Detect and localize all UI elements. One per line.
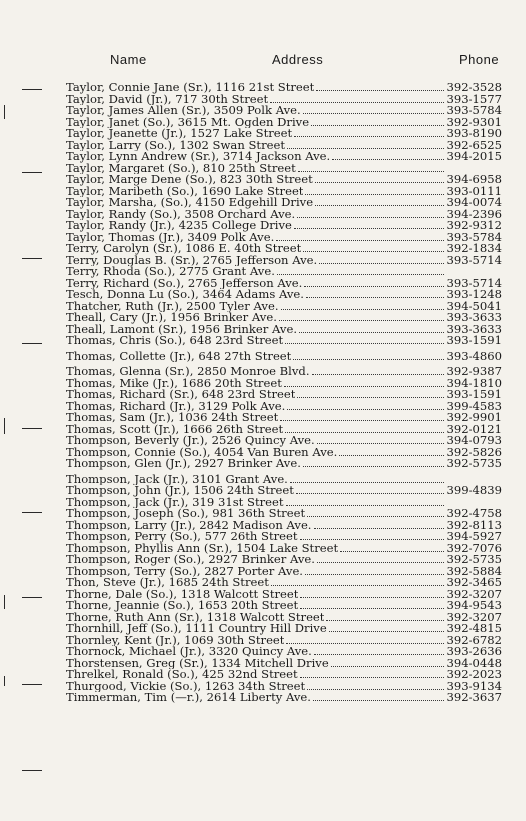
entry-name-address: Taylor, Randy (Jr.), 4235 College Drive: [66, 220, 292, 232]
margin-pencil-mark: [22, 684, 42, 685]
list-item: [66, 321, 502, 336]
entry-phone: 394-6958: [446, 172, 502, 186]
dot-leader: [297, 217, 444, 218]
entry-name-address: Taylor, David (Jr.), 717 30th Street: [66, 93, 269, 105]
list-item: [66, 474, 502, 486]
entry-phone: 392-3637: [446, 690, 502, 704]
margin-pencil-mark: [4, 105, 5, 119]
entry-phone: 394-0793: [446, 433, 502, 447]
entry-phone: 393-1248: [446, 287, 502, 301]
list-item: [66, 206, 502, 221]
dot-leader: [280, 420, 444, 421]
list-item: [66, 632, 502, 647]
list-item: [66, 444, 502, 459]
margin-pencil-mark: [22, 770, 42, 771]
list-item: [66, 485, 502, 497]
entry-phone: 393-2636: [446, 644, 502, 658]
dot-leader: [319, 263, 444, 264]
margin-pencil-mark: [22, 172, 42, 173]
entry-phone: 399-4583: [446, 398, 502, 413]
entry-phone: 392-5735: [446, 456, 502, 470]
list-item: [66, 275, 502, 290]
entry-name-address: Threlkel, Ronald (So.), 425 32nd Street: [66, 669, 298, 681]
entry-name-address: Thorne, Jeannie (So.), 1653 20th Street: [66, 600, 299, 612]
margin-pencil-mark: [22, 428, 42, 429]
margin-pencil-mark: [22, 597, 42, 598]
entry-name-address: Thompson, Larry (Jr.), 2842 Madison Ave.: [66, 519, 312, 531]
list-item: [66, 298, 502, 313]
dot-leader: [296, 493, 444, 494]
entry-phone: 392-3465: [446, 575, 502, 589]
margin-pencil-mark: [22, 512, 42, 513]
dot-leader: [279, 320, 444, 321]
entry-name-address: Taylor, Janet (So.), 3615 Mt. Ogden Drive: [66, 116, 310, 128]
entry-name-address: Thomas, Glenna (Sr.), 2850 Monroe Blvd.: [66, 366, 310, 378]
entry-name-address: Thon, Steve (Jr.), 1685 24th Street: [66, 577, 269, 589]
dot-leader: [290, 482, 444, 483]
entry-phone: 392-8113: [446, 517, 502, 532]
entry-phone: 393-1591: [446, 387, 502, 401]
entry-name-address: Thornock, Michael (Jr.), 3320 Quincy Ave.: [66, 646, 312, 658]
dot-leader: [300, 677, 444, 678]
entry-phone: 392-3528: [446, 80, 502, 94]
list-item: [66, 91, 502, 106]
entry-phone: 393-5714: [446, 275, 502, 290]
list-item: [66, 312, 502, 324]
list-item: [66, 669, 502, 681]
dot-leader: [331, 666, 444, 667]
entry-phone: 393-3633: [446, 321, 502, 336]
entry-name-address: Taylor, Larry (So.), 1302 Swan Street: [66, 139, 286, 151]
list-item: [66, 128, 502, 140]
margin-pencil-mark: [22, 89, 42, 90]
entry-name-address: Thatcher, Ruth (Jr.), 2500 Tyler Ave.: [66, 300, 279, 312]
dot-leader: [270, 102, 444, 103]
dot-leader: [300, 597, 444, 598]
entry-name-address: Taylor, Maribeth (So.), 1690 Lake Street: [66, 185, 304, 197]
entry-name-address: Tesch, Donna Lu (So.), 3464 Adams Ave.: [66, 289, 304, 301]
entry-name-address: Thomas, Richard (Jr.), 3129 Polk Ave.: [66, 400, 286, 412]
entry-name-address: Terry, Douglas B. (Sr.), 2765 Jefferson Ave.: [66, 254, 318, 266]
dot-leader: [281, 309, 444, 310]
dot-leader: [287, 409, 444, 410]
dot-leader: [297, 397, 444, 398]
dot-leader: [306, 297, 444, 298]
list-item: [66, 197, 502, 209]
directory-listing: [66, 82, 502, 704]
entry-phone: 392-4815: [446, 621, 502, 635]
entry-name-address: Thompson, Phyllis Ann (Sr.), 1504 Lake Street: [66, 542, 339, 554]
dot-leader: [303, 251, 444, 252]
list-item: [66, 692, 502, 704]
list-item: [66, 82, 502, 94]
dot-leader: [326, 620, 444, 621]
list-item: [66, 220, 502, 232]
entry-name-address: Terry, Carolyn (Sr.), 1086 E. 40th Street: [66, 243, 302, 255]
entry-name-address: Taylor, Thomas (Jr.), 3409 Polk Ave.: [66, 231, 275, 243]
entry-name-address: Taylor, Margaret (So.), 810 25th Street: [66, 162, 296, 174]
entry-name-address: Thomas, Mike (Jr.), 1686 20th Street: [66, 377, 282, 389]
dot-leader: [276, 240, 444, 241]
list-item: [66, 366, 502, 378]
entry-name-address: Thompson, Beverly (Jr.), 2526 Quincy Ave.: [66, 435, 315, 447]
dot-leader: [314, 528, 445, 529]
entry-phone: 392-2023: [446, 667, 502, 681]
entry-phone: 392-5735: [446, 552, 502, 566]
dot-leader: [313, 700, 444, 701]
entry-name-address: Thomas, Scott (Jr.), 1666 26th Street: [66, 423, 284, 435]
entry-phone: 393-5784: [446, 229, 502, 244]
entry-name-address: Taylor, Marge Dene (So.), 823 30th Street: [66, 174, 313, 186]
phone-column-header: Phone: [459, 52, 500, 67]
dot-leader: [317, 443, 444, 444]
entry-name-address: Thorstensen, Greg (Sr.), 1334 Mitchell Drive: [66, 657, 329, 669]
entry-phone: 392-1834: [446, 241, 502, 255]
list-item: [66, 655, 502, 670]
address-column-header: Address: [272, 52, 324, 67]
list-item: [66, 600, 502, 612]
entry-phone: 392-9301: [446, 114, 502, 129]
dot-leader: [286, 505, 444, 506]
entry-phone: 394-0448: [446, 655, 502, 670]
dot-leader: [307, 689, 444, 690]
list-item: [66, 174, 502, 186]
dot-leader: [293, 359, 444, 360]
entry-phone: 392-3207: [446, 586, 502, 601]
entry-phone: 392-9901: [446, 410, 502, 424]
list-item: [66, 609, 502, 624]
list-item: [66, 389, 502, 401]
entry-phone: 394-5041: [446, 298, 502, 313]
entry-phone: 393-8190: [446, 126, 502, 140]
dot-leader: [314, 654, 444, 655]
entry-name-address: Theall, Cary (Jr.), 1956 Brinker Ave.: [66, 312, 277, 324]
list-item: [66, 577, 502, 589]
margin-pencil-mark: [4, 418, 5, 434]
dot-leader: [294, 136, 444, 137]
list-item: [66, 151, 502, 163]
entry-phone: 392-7076: [446, 540, 502, 555]
list-item: [66, 435, 502, 447]
entry-phone: 392-3207: [446, 609, 502, 624]
column-header: [0, 52, 526, 68]
entry-phone: 392-4758: [446, 506, 502, 520]
entry-phone: 392-9387: [446, 364, 502, 378]
entry-phone: 393-5714: [446, 252, 502, 267]
entry-name-address: Taylor, Connie Jane (Sr.), 1116 21st Street: [66, 82, 315, 94]
dot-leader: [305, 194, 444, 195]
entry-name-address: Taylor, Lynn Andrew (Sr.), 3714 Jackson Ave.: [66, 151, 331, 163]
dot-leader: [300, 539, 444, 540]
entry-name-address: Thompson, Perry (So.), 577 26th Street: [66, 531, 298, 543]
entry-phone: 394-9543: [446, 598, 502, 612]
entry-name-address: Terry, Rhoda (So.), 2775 Grant Ave.: [66, 266, 275, 278]
list-item: [66, 554, 502, 566]
list-item: [66, 266, 502, 278]
list-item: [66, 458, 502, 470]
list-item: [66, 497, 502, 509]
entry-phone: 394-2015: [446, 149, 502, 163]
entry-name-address: Terry, Richard (So.), 2765 Jefferson Ave.: [66, 277, 303, 289]
name-column-header: Name: [110, 52, 147, 67]
entry-name-address: Taylor, James Allen (Sr.), 3509 Polk Ave.: [66, 105, 301, 117]
dot-leader: [303, 466, 444, 467]
list-item: [66, 421, 502, 436]
dot-leader: [317, 562, 444, 563]
entry-phone: 392-6525: [446, 137, 502, 152]
dot-leader: [304, 286, 444, 287]
list-item: [66, 229, 502, 244]
dot-leader: [340, 551, 444, 552]
entry-phone: 394-5927: [446, 529, 502, 543]
entry-phone: 393-1577: [446, 91, 502, 106]
list-item: [66, 623, 502, 635]
dot-leader: [339, 455, 444, 456]
entry-phone: 392-0121: [446, 421, 502, 436]
entry-phone: 392-5826: [446, 444, 502, 459]
dot-leader: [300, 608, 444, 609]
entry-name-address: Thornley, Kent (Jr.), 1069 30th Street: [66, 634, 285, 646]
list-item: [66, 646, 502, 658]
dot-leader: [303, 113, 444, 114]
entry-name-address: Thompson, Terry (So.), 2827 Porter Ave.: [66, 565, 303, 577]
entry-name-address: Thorne, Dale (So.), 1318 Walcott Street: [66, 588, 299, 600]
entry-name-address: Thompson, Connie (So.), 4054 Van Buren Ave.: [66, 446, 338, 458]
list-item: [66, 137, 502, 152]
entry-phone: 399-4839: [446, 483, 502, 497]
entry-phone: 394-0074: [446, 195, 502, 209]
entry-phone: 394-2396: [446, 206, 502, 221]
entry-phone: 393-1591: [446, 333, 502, 347]
dot-leader: [315, 182, 444, 183]
dot-leader: [298, 171, 444, 172]
margin-pencil-mark: [22, 258, 42, 259]
entry-name-address: Thorne, Ruth Ann (Sr.), 1318 Walcott Street: [66, 611, 325, 623]
margin-pencil-mark: [4, 595, 5, 609]
entry-name-address: Thompson, Roger (So.), 2927 Brinker Ave.: [66, 554, 315, 566]
entry-name-address: Taylor, Jeanette (Jr.), 1527 Lake Street: [66, 128, 293, 140]
dot-leader: [285, 432, 444, 433]
list-item: [66, 335, 502, 347]
list-item: [66, 105, 502, 117]
entry-phone: 393-9134: [446, 678, 502, 693]
list-item: [66, 586, 502, 601]
dot-leader: [271, 585, 444, 586]
dot-leader: [277, 274, 444, 275]
entry-name-address: Thurgood, Vickie (So.), 1263 34th Street: [66, 680, 306, 692]
list-item: [66, 563, 502, 578]
dot-leader: [294, 228, 444, 229]
list-item: [66, 183, 502, 198]
entry-phone: 393-0111: [446, 183, 502, 198]
entry-name-address: Thompson, Jack (Jr.), 3101 Grant Ave.: [66, 473, 288, 485]
entry-name-address: Thompson, Glen (Jr.), 2927 Brinker Ave.: [66, 458, 301, 470]
entry-name-address: Theall, Lamont (Sr.), 1956 Brinker Ave.: [66, 323, 298, 335]
dot-leader: [305, 574, 444, 575]
entry-phone: 392-6782: [446, 632, 502, 647]
entry-name-address: Thompson, John (Jr.), 1506 24th Street: [66, 485, 294, 497]
dot-leader: [285, 343, 444, 344]
list-item: [66, 252, 502, 267]
dot-leader: [315, 205, 444, 206]
entry-phone: 392-9312: [446, 218, 502, 232]
list-item: [66, 398, 502, 413]
margin-pencil-mark: [4, 676, 5, 686]
entry-name-address: Thornhill, Jeff (So.), 1111 Country Hill Drive: [66, 623, 327, 635]
list-item: [66, 348, 502, 363]
dot-leader: [284, 386, 444, 387]
list-item: [66, 163, 502, 175]
entry-name-address: Thomas, Richard (Sr.), 648 23rd Street: [66, 389, 296, 401]
entry-name-address: Thomas, Sam (Jr.), 1036 24th Street: [66, 412, 279, 424]
entry-name-address: Thompson, Jack (Jr.), 319 31st Street: [66, 496, 284, 508]
dot-leader: [312, 374, 444, 375]
margin-pencil-mark: [22, 343, 42, 344]
entry-name-address: Taylor, Marsha, (So.), 4150 Edgehill Drive: [66, 197, 314, 209]
list-item: [66, 508, 502, 520]
list-item: [66, 114, 502, 129]
dot-leader: [286, 643, 444, 644]
entry-name-address: Timmerman, Tim (—r.), 2614 Liberty Ave.: [66, 692, 311, 704]
list-item: [66, 243, 502, 255]
entry-name-address: Thompson, Joseph (So.), 981 36th Street: [66, 508, 306, 520]
entry-name-address: Thomas, Collette (Jr.), 648 27th Street: [66, 350, 292, 362]
list-item: [66, 540, 502, 555]
dot-leader: [329, 631, 444, 632]
list-item: [66, 517, 502, 532]
dot-leader: [299, 332, 444, 333]
entry-phone: 393-3633: [446, 310, 502, 324]
list-item: [66, 531, 502, 543]
dot-leader: [287, 148, 444, 149]
dot-leader: [316, 90, 444, 91]
entry-name-address: Thomas, Chris (So.), 648 23rd Street: [66, 335, 284, 347]
entry-name-address: Taylor, Randy (So.), 3508 Orchard Ave.: [66, 208, 296, 220]
list-item: [66, 289, 502, 301]
entry-phone: 394-1810: [446, 375, 502, 390]
entry-phone: 393-5784: [446, 103, 502, 117]
entry-phone: 392-5884: [446, 563, 502, 578]
dot-leader: [311, 125, 444, 126]
list-item: [66, 412, 502, 424]
entry-phone: 393-4860: [446, 348, 502, 363]
dot-leader: [307, 516, 444, 517]
dot-leader: [332, 159, 444, 160]
list-item: [66, 375, 502, 390]
list-item: [66, 678, 502, 693]
